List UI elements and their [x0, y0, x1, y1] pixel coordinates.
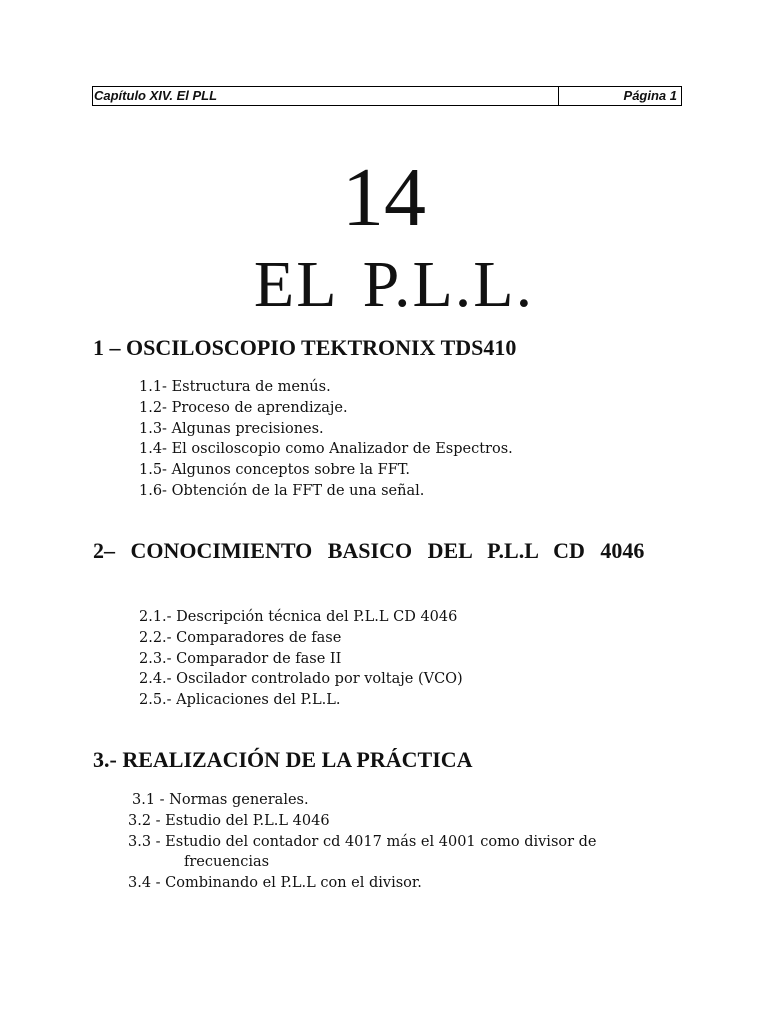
list-item: 3.2 - Estudio del P.L.L 4046	[128, 812, 330, 829]
section-2-list	[139, 607, 463, 711]
section-3-list	[128, 790, 597, 894]
list-item: 2.5.- Aplicaciones del P.L.L.	[139, 692, 341, 709]
list-item: 2.2.- Comparadores de fase	[139, 629, 342, 646]
list-item: 1.1- Estructura de menús.	[139, 379, 331, 395]
section-1-list	[139, 377, 513, 502]
list-item: 3.4 - Combinando el P.L.L con el divisor.	[128, 875, 422, 892]
section-heading-1: 1 – OSCILOSCOPIO TEKTRONIX TDS410	[93, 335, 517, 360]
list-item: 2.1.- Descripción técnica del P.L.L CD 4046	[139, 609, 458, 625]
list-item: 2.3.- Comparador de fase II	[139, 650, 342, 667]
list-item: 1.4- El osciloscopio como Analizador de Espectros.	[139, 441, 513, 458]
page-number: Página 1	[623, 88, 677, 103]
list-item: 3.1 - Normas generales.	[132, 792, 309, 808]
chapter-title: EL P.L.L.	[253, 248, 535, 321]
chapter-label: Capítulo XIV. El PLL	[93, 87, 559, 105]
list-item: 2.4.- Oscilador controlado por voltaje (VCO)	[139, 671, 463, 688]
list-item: 1.6- Obtención de la FFT de una señal.	[139, 482, 425, 499]
list-item: 1.5- Algunos conceptos sobre la FFT.	[139, 462, 410, 479]
chapter-number: 14	[342, 151, 426, 244]
list-item: 3.3 - Estudio del contador cd 4017 más el 4001 como divisor de	[128, 833, 597, 850]
list-item-continuation: frecuencias	[184, 854, 270, 871]
list-item: 1.3- Algunas precisiones.	[139, 420, 324, 437]
page-header	[92, 86, 682, 106]
section-heading-3: 3.- REALIZACIÓN DE LA PRÁCTICA	[93, 747, 473, 772]
list-item: 1.2- Proceso de aprendizaje.	[139, 399, 348, 416]
section-heading-2: 2– CONOCIMIENTO BASICO DEL P.L.L CD 4046	[93, 538, 645, 563]
